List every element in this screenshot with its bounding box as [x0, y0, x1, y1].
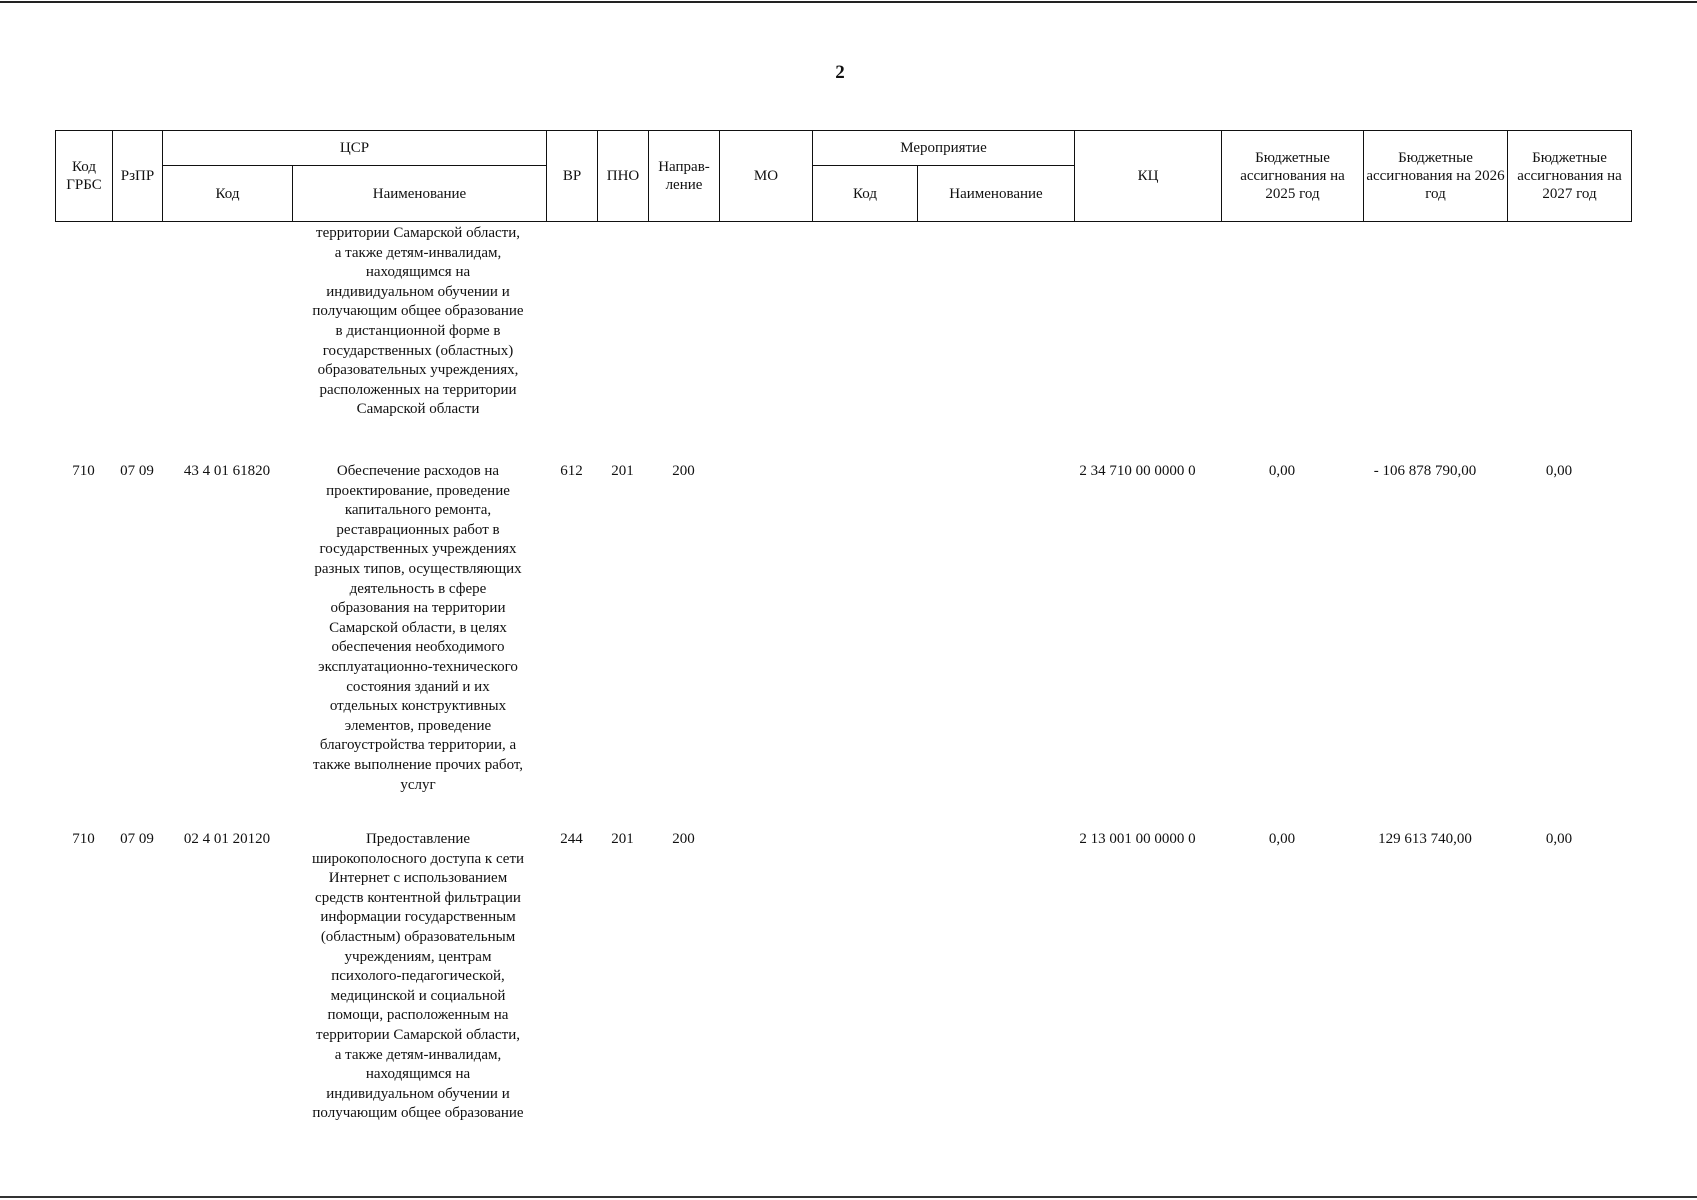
- name-line: территории Самарской области,: [316, 225, 520, 241]
- bottom-edge-line: [0, 1196, 1697, 1198]
- name-line: находящимся на: [365, 1066, 471, 1083]
- row-pno: 201: [611, 463, 634, 479]
- row-name: [291, 830, 545, 1124]
- name-line: а также детям-инвалидам,: [334, 1046, 502, 1063]
- header-csr-name: Наименование: [293, 166, 547, 222]
- header-mo: МО: [720, 131, 813, 222]
- name-line: Интернет с использованием: [328, 870, 508, 887]
- row-budget-2026: 129 613 740,00: [1378, 831, 1472, 847]
- name-line: деятельность в сфере: [349, 580, 487, 597]
- row-budget-2027: 0,00: [1545, 463, 1573, 479]
- name-line: получающим общее образование: [312, 1105, 524, 1122]
- header-kc: КЦ: [1075, 131, 1222, 222]
- name-line: Самарской области: [356, 401, 480, 418]
- name-line: средств контентной фильтрации: [315, 889, 521, 906]
- header-pno: ПНО: [598, 131, 649, 222]
- name-line: реставрационных работ в: [336, 521, 500, 538]
- row-csr-kod: 02 4 01 20120: [183, 831, 271, 847]
- name-line: образовательных учреждениях,: [317, 362, 519, 379]
- name-line: учреждениям, центрам: [344, 948, 492, 965]
- row-budget-2025: 0,00: [1268, 463, 1296, 479]
- name-line: проектирование, проведение: [326, 482, 510, 499]
- table-row: [55, 830, 1631, 1124]
- name-line: информации государственным: [320, 909, 516, 926]
- name-line: психолого-педагогической,: [331, 968, 505, 985]
- header-budget-2026: Бюджетные ассигнования на 2026 год: [1364, 131, 1508, 222]
- header-mer-kod: Код: [813, 166, 918, 222]
- table-row: [55, 462, 1631, 830]
- name-line: широкополосного доступа к сети: [311, 850, 525, 867]
- name-line: разных типов, осуществляющих: [314, 560, 522, 577]
- table-row: [55, 224, 1631, 462]
- name-line: Самарской области, в целях: [329, 619, 507, 636]
- name-line: эксплуатационно-технического: [318, 658, 518, 675]
- name-line: расположенных на территории: [319, 381, 517, 398]
- name-line: территории Самарской области,: [316, 1026, 520, 1043]
- header-csr: ЦСР: [163, 131, 547, 166]
- row-name: [291, 224, 545, 420]
- name-line: услуг: [400, 776, 436, 793]
- name-line: государственных (областных): [322, 342, 514, 359]
- page-number: 2: [835, 62, 845, 83]
- row-kc: 2 13 001 00 0000 0: [1079, 831, 1196, 847]
- row-budget-2025: 0,00: [1268, 831, 1296, 847]
- row-vr: 244: [560, 831, 583, 847]
- name-line: а также детям-инвалидам,: [334, 244, 502, 261]
- name-line: Предоставление: [365, 831, 471, 847]
- name-line: элементов, проведение: [344, 717, 492, 734]
- row-rzpr: 07 09: [120, 463, 154, 479]
- name-line: состояния зданий и их: [346, 678, 490, 695]
- table-body: [55, 224, 1631, 1124]
- header-budget-2027: Бюджетные ассигнования на 2027 год: [1508, 131, 1632, 222]
- header-napravlenie: Направ-ление: [649, 131, 720, 222]
- row-budget-2026: - 106 878 790,00: [1373, 463, 1477, 479]
- name-line: также выполнение прочих работ,: [312, 756, 524, 773]
- name-line: помощи, расположенным на: [327, 1007, 509, 1024]
- header-meropriyatie: Мероприятие: [813, 131, 1075, 166]
- name-line: (областным) образовательным: [320, 928, 516, 945]
- row-rzpr: 07 09: [120, 831, 154, 847]
- row-napravlenie: 200: [672, 463, 695, 479]
- name-line: образования на территории: [330, 600, 506, 617]
- name-line: обеспечения необходимого: [331, 639, 505, 656]
- row-napravlenie: 200: [672, 831, 695, 847]
- name-line: медицинской и социальной: [330, 987, 506, 1004]
- name-line: благоустройства территории, а: [319, 737, 517, 754]
- name-line: отдельных конструктивных: [329, 698, 507, 715]
- name-line: государственных учреждениях: [319, 541, 517, 558]
- header-rzpr: РзПР: [113, 131, 163, 222]
- name-line: получающим общее образование: [312, 303, 524, 320]
- row-vr: 612: [560, 463, 583, 479]
- header-mer-name: Наименование: [918, 166, 1075, 222]
- table-header: [55, 130, 1632, 222]
- row-csr-kod: 43 4 01 61820: [183, 463, 271, 479]
- name-line: капитального ремонта,: [344, 502, 492, 519]
- row-pno: 201: [611, 831, 634, 847]
- row-grbs: 710: [72, 831, 95, 847]
- row-budget-2027: 0,00: [1545, 831, 1573, 847]
- header-kod-grbs: Код ГРБС: [56, 131, 113, 222]
- header-vr: ВР: [547, 131, 598, 222]
- top-edge-line: [0, 1, 1697, 3]
- name-line: Обеспечение расходов на: [336, 463, 500, 479]
- name-line: индивидуальном обучении и: [326, 283, 510, 300]
- name-line: находящимся на: [365, 264, 471, 281]
- header-csr-kod: Код: [163, 166, 293, 222]
- header-budget-2025: Бюджетные ассигнования на 2025 год: [1222, 131, 1364, 222]
- row-kc: 2 34 710 00 0000 0: [1079, 463, 1196, 479]
- row-grbs: 710: [72, 463, 95, 479]
- name-line: в дистанционной форме в: [335, 322, 501, 339]
- name-line: индивидуальном обучении и: [326, 1085, 510, 1102]
- row-name: [291, 462, 545, 795]
